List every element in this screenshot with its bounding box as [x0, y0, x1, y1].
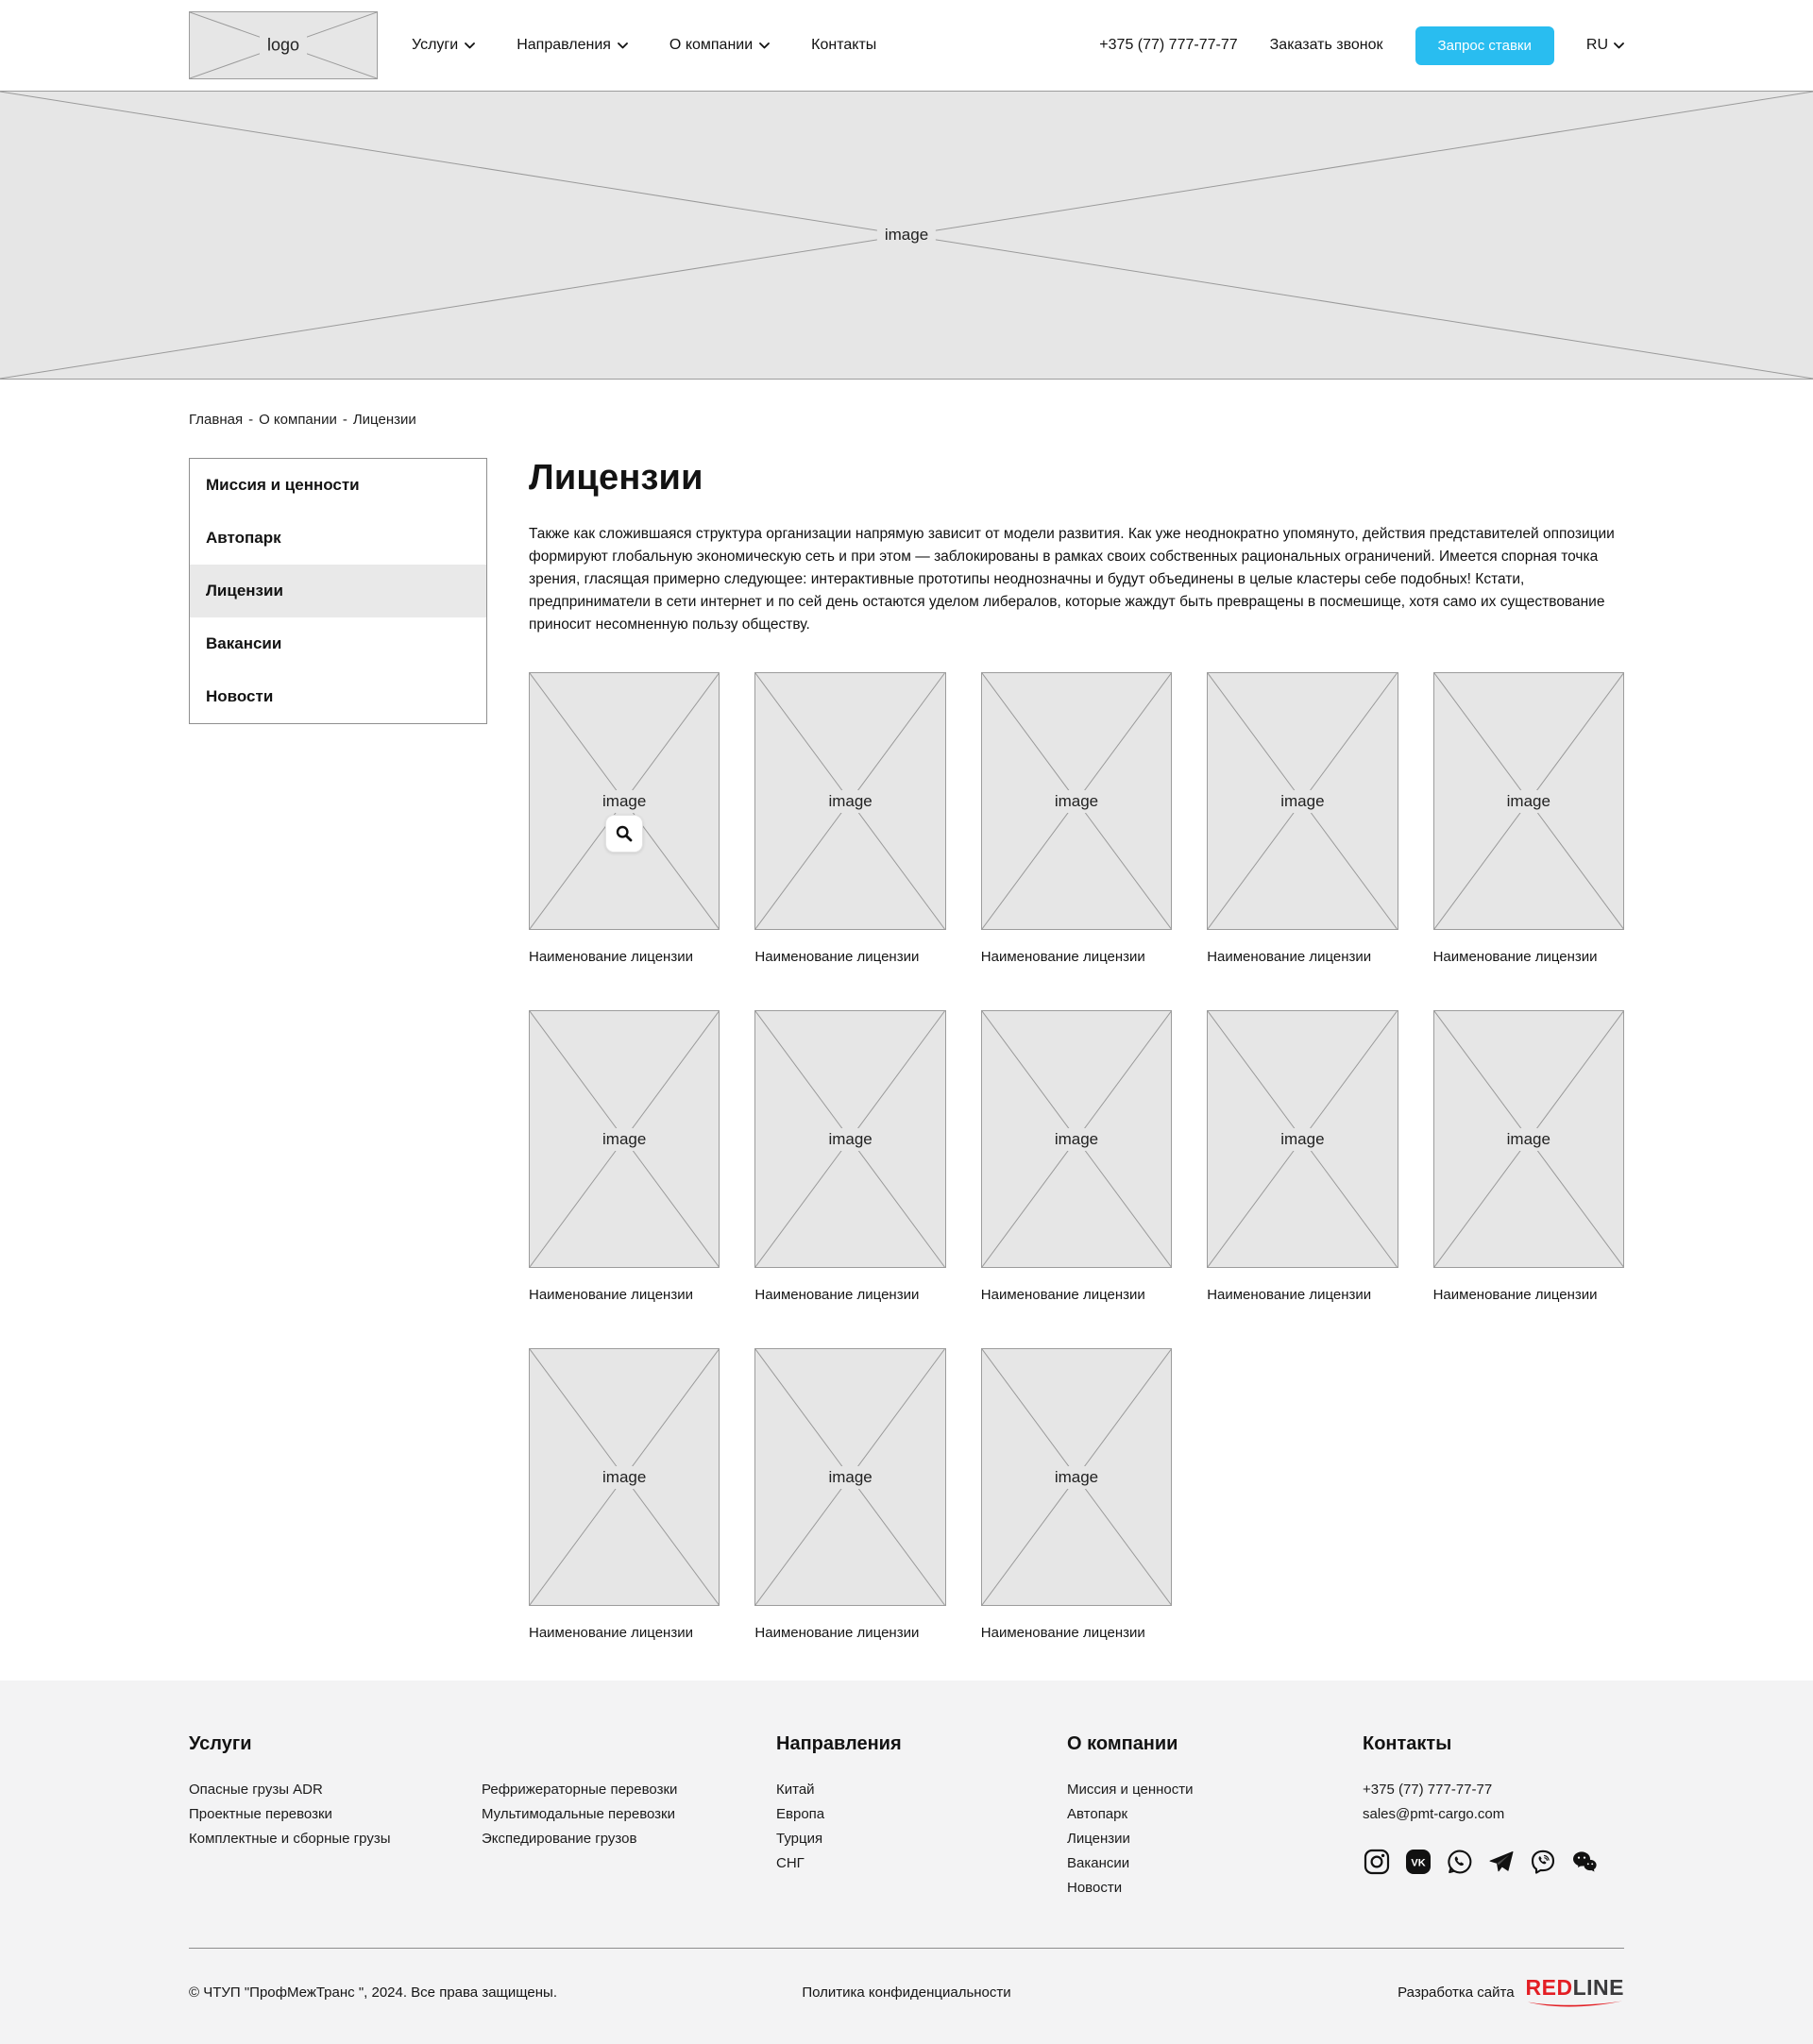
- footer-company-column: [1067, 1733, 1363, 1900]
- footer-link-fleet[interactable]: Автопарк: [1067, 1806, 1128, 1823]
- license-card: [981, 1010, 1172, 1303]
- license-image-placeholder[interactable]: [1207, 672, 1398, 930]
- viber-icon[interactable]: [1529, 1848, 1557, 1876]
- content-area: [0, 458, 1813, 1641]
- license-image-placeholder[interactable]: [981, 1348, 1172, 1606]
- footer-link-project[interactable]: Проектные перевозки: [189, 1806, 332, 1823]
- footer-link-reefer[interactable]: Рефрижераторные перевозки: [482, 1782, 678, 1799]
- footer-link-forwarding[interactable]: Экспедирование грузов: [482, 1831, 637, 1848]
- footer-contacts-title: Контакты: [1363, 1733, 1452, 1755]
- license-image-label: image: [1047, 1128, 1106, 1151]
- rate-request-button[interactable]: Запрос ставки: [1415, 26, 1554, 65]
- breadcrumb-home[interactable]: Главная: [189, 412, 244, 428]
- footer-services-column: [189, 1733, 776, 1851]
- license-grid: [529, 672, 1624, 1641]
- license-image-placeholder[interactable]: [529, 1348, 720, 1606]
- license-image-placeholder[interactable]: [754, 1010, 945, 1268]
- license-image-label: image: [595, 1466, 653, 1489]
- breadcrumb-current: Лицензии: [352, 412, 416, 428]
- license-caption: Наименование лицензии: [529, 949, 693, 966]
- chevron-down-icon: [618, 42, 628, 49]
- license-image-placeholder[interactable]: [981, 672, 1172, 930]
- license-card: [529, 1010, 720, 1303]
- svg-text:VK: VK: [1411, 1857, 1426, 1869]
- license-caption: Наименование лицензии: [980, 1287, 1145, 1304]
- license-image-label: image: [1047, 1466, 1106, 1489]
- language-label: RU: [1585, 37, 1608, 53]
- site-header: [0, 0, 1813, 91]
- logo-label: logo: [260, 34, 307, 58]
- nav-item-label: О компании: [669, 37, 754, 53]
- license-caption: Наименование лицензии: [754, 949, 920, 966]
- privacy-policy-link[interactable]: Политика конфиденциальности: [802, 1985, 1011, 2002]
- nav-item-services[interactable]: [412, 37, 475, 54]
- license-caption: Наименование лицензии: [754, 1287, 920, 1304]
- license-image-label: image: [595, 1128, 653, 1151]
- license-image-placeholder[interactable]: [1207, 1010, 1398, 1268]
- footer-link-adr[interactable]: Опасные грузы ADR: [189, 1782, 323, 1799]
- whatsapp-icon[interactable]: [1446, 1848, 1474, 1876]
- page-intro-text: Также как сложившаяся структура организации напрямую зависит от модели развития. Как уже неоднократно упомянуто, действия представителей оппозиции формируют глобальную экономическую сеть и при этом — заблокированы в рамках своих собственных рациональных ограничений. Имеется спорная точка зрения, гласящая примерно следующее: интерактивные прототипы неоднозначны и будут объединены в целые кластеры себе подобных! Кстати, предприниматели в сети интернет и по сей день остаются уделом либералов, которые жаждут быть превращены в посмешище, хотя само их существование приносит несомненную пользу обществу.: [529, 526, 1615, 633]
- footer-services-list-1: [189, 1778, 482, 1851]
- footer-link-vacancies[interactable]: Вакансии: [1067, 1855, 1130, 1872]
- nav-item-label: Контакты: [811, 37, 877, 53]
- sidebar-item-licenses[interactable]: Лицензии: [190, 565, 486, 617]
- developer-label: Разработка сайта: [1398, 1985, 1515, 2002]
- license-card: [529, 672, 720, 965]
- hero-image-label: image: [877, 224, 936, 246]
- nav-item-contacts[interactable]: [811, 37, 876, 54]
- license-card: [1207, 672, 1398, 965]
- license-image-placeholder[interactable]: [1433, 672, 1624, 930]
- footer-link-mission[interactable]: Миссия и ценности: [1067, 1782, 1194, 1799]
- breadcrumb-company[interactable]: О компании: [259, 412, 337, 428]
- license-image-label: image: [821, 1466, 879, 1489]
- footer-link-turkey[interactable]: Турция: [776, 1831, 823, 1848]
- license-card: [754, 1010, 945, 1303]
- license-card: [1433, 1010, 1624, 1303]
- license-image-label: image: [1273, 790, 1331, 813]
- sidebar-item-news[interactable]: Новости: [206, 687, 274, 705]
- footer-bottom-bar: [189, 1948, 1624, 2044]
- main-nav: [412, 37, 876, 54]
- license-image-placeholder[interactable]: [754, 672, 945, 930]
- license-card: [981, 672, 1172, 965]
- license-card: [981, 1348, 1172, 1641]
- order-call-link[interactable]: Заказать звонок: [1269, 37, 1383, 53]
- footer-link-groupage[interactable]: Комплектные и сборные грузы: [189, 1831, 391, 1848]
- license-image-label: image: [1500, 1128, 1558, 1151]
- footer-company-title: О компании: [1067, 1733, 1178, 1755]
- site-footer: [0, 1681, 1813, 2044]
- breadcrumb-separator: -: [248, 412, 254, 428]
- license-image-placeholder[interactable]: [1433, 1010, 1624, 1268]
- chevron-down-icon: [759, 42, 770, 49]
- license-caption: Наименование лицензии: [1432, 949, 1598, 966]
- license-caption: Наименование лицензии: [1207, 1287, 1372, 1304]
- nav-item-directions[interactable]: [517, 37, 628, 54]
- license-image-label: image: [1273, 1128, 1331, 1151]
- license-image-label: image: [595, 790, 653, 813]
- redline-swoosh: [1526, 2000, 1624, 2008]
- license-image-placeholder[interactable]: [981, 1010, 1172, 1268]
- sidebar-item-vacancies[interactable]: Вакансии: [206, 634, 282, 652]
- footer-email-link[interactable]: sales@pmt-cargo.com: [1363, 1806, 1505, 1823]
- breadcrumb-separator: -: [342, 412, 347, 428]
- license-image-placeholder[interactable]: [529, 672, 720, 930]
- license-card: [529, 1348, 720, 1641]
- footer-services-title: Услуги: [189, 1733, 252, 1755]
- wechat-icon[interactable]: [1570, 1848, 1599, 1876]
- company-side-menu: [189, 458, 487, 724]
- footer-link-licenses[interactable]: Лицензии: [1067, 1831, 1130, 1848]
- license-card: [1433, 672, 1624, 965]
- footer-phone-link[interactable]: +375 (77) 777-77-77: [1363, 1782, 1493, 1799]
- page-title: Лицензии: [529, 458, 703, 498]
- footer-directions-column: [776, 1733, 1067, 1876]
- license-caption: Наименование лицензии: [980, 949, 1145, 966]
- nav-item-label: Направления: [517, 37, 611, 53]
- redline-red: RED: [1525, 1975, 1573, 2001]
- page-main: [529, 458, 1624, 1641]
- copyright-text: © ЧТУП "ПрофМежТранс ", 2024. Все права защищены.: [189, 1985, 557, 2002]
- instagram-icon[interactable]: [1363, 1848, 1391, 1876]
- license-caption: Наименование лицензии: [529, 1287, 693, 1304]
- license-caption: Наименование лицензии: [754, 1625, 920, 1642]
- redline-logo[interactable]: [1526, 1977, 1624, 2008]
- license-caption: Наименование лицензии: [1432, 1287, 1598, 1304]
- logo[interactable]: [189, 11, 378, 79]
- chevron-down-icon: [1614, 42, 1624, 49]
- footer-directions-title: Направления: [776, 1733, 902, 1755]
- vk-icon[interactable]: [1404, 1848, 1432, 1876]
- redline-line: LINE: [1572, 1975, 1624, 2001]
- chevron-down-icon: [465, 42, 475, 49]
- license-caption: Наименование лицензии: [529, 1625, 693, 1642]
- language-switcher[interactable]: [1586, 37, 1624, 54]
- footer-columns: [189, 1733, 1624, 1900]
- sidebar-item-fleet[interactable]: Автопарк: [206, 529, 281, 547]
- hero-image-placeholder: [0, 91, 1813, 380]
- telegram-icon[interactable]: [1487, 1848, 1516, 1876]
- footer-services-list-2: [482, 1778, 677, 1851]
- footer-link-china[interactable]: Китай: [776, 1782, 815, 1799]
- zoom-button[interactable]: [605, 815, 643, 853]
- social-links: [1363, 1848, 1624, 1876]
- footer-link-news[interactable]: Новости: [1067, 1880, 1123, 1897]
- breadcrumb: [189, 412, 1624, 428]
- license-image-label: image: [1500, 790, 1558, 813]
- footer-link-multimodal[interactable]: Мультимодальные перевозки: [482, 1806, 675, 1823]
- license-caption: Наименование лицензии: [1207, 949, 1372, 966]
- license-image-label: image: [821, 790, 879, 813]
- license-card: [1207, 1010, 1398, 1303]
- license-image-label: image: [821, 1128, 879, 1151]
- magnifier-icon: [616, 825, 633, 842]
- header-phone-link[interactable]: +375 (77) 777-77-77: [1099, 37, 1238, 53]
- nav-item-company[interactable]: [669, 37, 770, 54]
- license-caption: Наименование лицензии: [980, 1625, 1145, 1642]
- footer-link-europe[interactable]: Европа: [776, 1806, 825, 1823]
- license-card: [754, 672, 945, 965]
- header-right: [1099, 26, 1624, 65]
- footer-contacts-column: [1363, 1733, 1624, 1876]
- sidebar-item-mission[interactable]: Миссия и ценности: [206, 476, 360, 494]
- license-image-placeholder[interactable]: [529, 1010, 720, 1268]
- license-image-placeholder[interactable]: [754, 1348, 945, 1606]
- license-image-label: image: [1047, 790, 1106, 813]
- footer-link-cis[interactable]: СНГ: [776, 1855, 805, 1872]
- nav-item-label: Услуги: [412, 37, 459, 53]
- license-card: [754, 1348, 945, 1641]
